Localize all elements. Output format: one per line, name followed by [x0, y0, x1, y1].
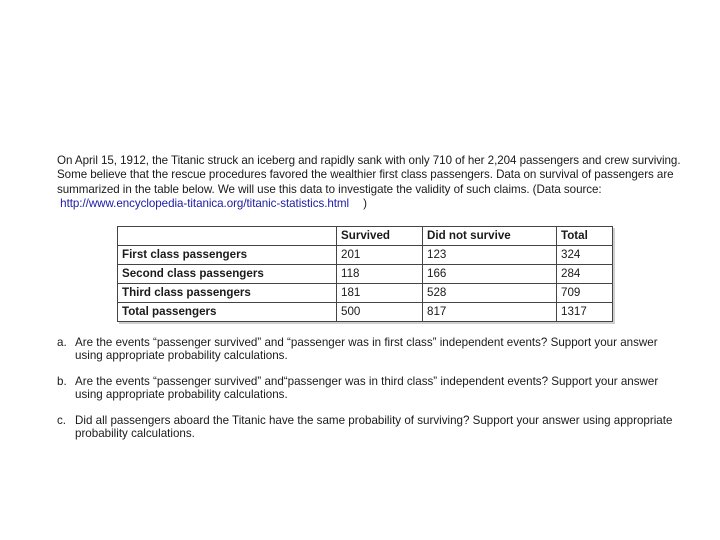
question-text: Are the events “passenger survived” and “passenger was in first class” independent events? Support your answer using appropriate probability calculations.	[75, 336, 658, 363]
cell-did-not-survive: 817	[423, 303, 557, 322]
cell-total: 284	[557, 265, 613, 284]
question-item	[57, 375, 687, 402]
cell-total: 324	[557, 246, 613, 265]
table-row	[118, 265, 613, 284]
row-label: Second class passengers	[118, 265, 337, 284]
cell-survived: 201	[337, 246, 423, 265]
intro-paragraph	[57, 154, 687, 212]
intro-close-paren: )	[363, 197, 367, 211]
cell-did-not-survive: 528	[423, 284, 557, 303]
cell-total: 1317	[557, 303, 613, 322]
cell-survived: 118	[337, 265, 423, 284]
cell-total: 709	[557, 284, 613, 303]
row-label: Third class passengers	[118, 284, 337, 303]
question-marker: a.	[57, 336, 67, 349]
table-row	[118, 284, 613, 303]
header-cell-total: Total	[557, 227, 613, 246]
row-label: First class passengers	[118, 246, 337, 265]
question-list	[57, 336, 687, 452]
question-text: Are the events “passenger survived” and“passenger was in third class” independent events? Support your answer using appropriate probability calculations.	[75, 374, 659, 402]
header-cell-survived: Survived	[337, 227, 423, 246]
cell-survived: 500	[337, 303, 423, 322]
data-source-link[interactable]: http://www.encyclopedia-titanica.org/titanic-statistics.html	[60, 197, 350, 211]
table-row	[118, 303, 613, 322]
question-item	[57, 414, 687, 441]
question-marker: b.	[57, 374, 67, 388]
question-marker: c.	[57, 413, 67, 427]
intro-text: On April 15, 1912, the Titanic struck an iceberg and rapidly sank with only 710 of her 2,204 passengers and crew surviving. Some believe that the rescue procedures favored the wealthier first class passengers. Data on survival of passengers are summarized in the table below. We will use this data to investigate the validity of such claims. (Data source:	[57, 154, 681, 196]
table-header-row	[118, 227, 613, 246]
cell-survived: 181	[337, 284, 423, 303]
row-label: Total passengers	[118, 303, 337, 322]
question-item	[57, 336, 687, 363]
survival-table	[117, 226, 613, 322]
question-text: Did all passengers aboard the Titanic have the same probability of surviving? Support your answer using appropriate probability calculations.	[75, 413, 673, 441]
cell-did-not-survive: 123	[423, 246, 557, 265]
cell-did-not-survive: 166	[423, 265, 557, 284]
header-cell-did-not-survive: Did not survive	[423, 227, 557, 246]
table-row	[118, 246, 613, 265]
header-cell-blank	[118, 227, 337, 246]
